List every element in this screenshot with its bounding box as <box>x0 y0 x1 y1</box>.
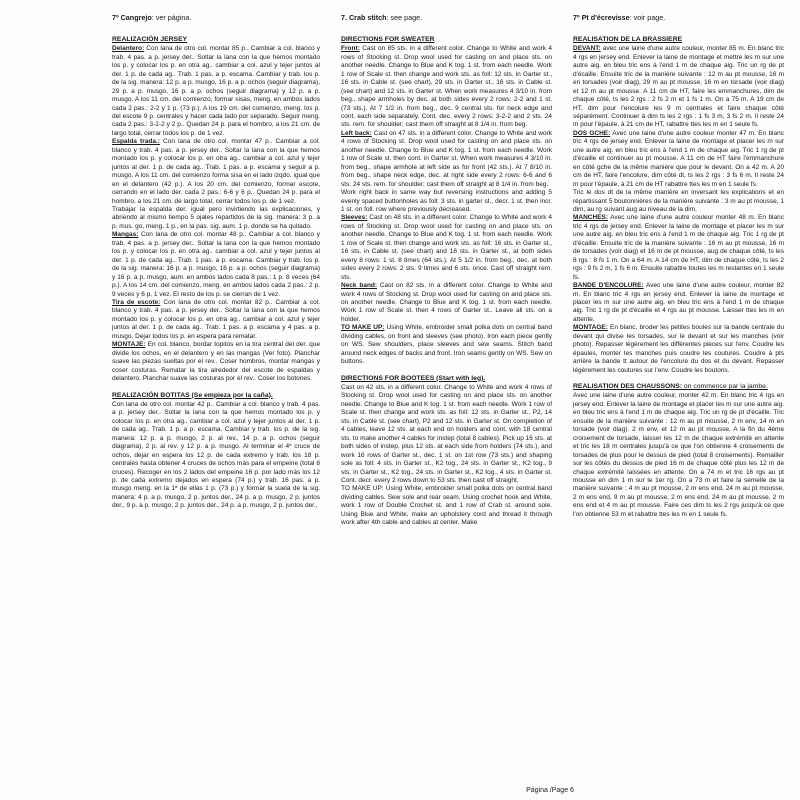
instruction-paragraph <box>341 282 552 324</box>
instruction-paragraph <box>341 214 552 282</box>
instruction-text: Avec une laine d'une autre couleur, monter 42 m. En blanc tric 4 rgs en jersey end. Enlever la laine de montage et placer les m sur une autre aig. en bleu tric ens à l'end 1 m de chaque aig. Tric un rg de pt d'écaille. Tric ensuite de la manière suivante : 12 m au pt mousse, 2 m env, 14 m en torsade (voir diag). 2 m env, et 12 m au pt mousse. A la fin du 4ème croisement de torsade, laisser les 12 m de chaque extrémité en attente et tric les 18 m centrales jusqu'à ce que l'on obtienne 4 croisements de torsades de plus pour le dessus de pied (total 8 croisements). Remailler sur les côtés du dessus de pied 16 m de chaque côté plus les 12 m de chaque extrémité laissées en attente. On a 74 m et tric 16 rgs au pt mousse en dim 1 m sur le 1er rg. On a 73 m et faire la semelle de la manière suivante : 4 m au pt mousse, 2 m ens end, 24 m au pt mousse, 2 m ens end, 9 m au pt mousse, 2 m ens end, 24 m au pt mousse, 2 m ens end et 4 m au pt mousse. Faire ces dim ts les 2 rgs jusqu'à ce que l'on obtienne 53 m et rabattre ttes les m en 1 seule fs. <box>573 392 784 518</box>
stitch-name: 7º Cangrejo <box>112 14 152 22</box>
section-title: REALISATION DES CHAUSSONS: on commence par la jambe. <box>573 383 768 391</box>
instruction-paragraph <box>112 299 320 341</box>
english-column <box>341 14 552 528</box>
instruction-text: Tric le dos dt de la même manière en inversant les explications et en répartissant 5 boutonnières de la manière suivante : 3 m au pt mousse, 1 dim, au rg suivant aug au niveau de la dim. <box>573 189 784 214</box>
instruction-text: Cast on 85 sts. in a different color. Change to White and work 4 rows of Stocking st. Drop wool used for casting on and place sts. on another needle. Change to Blue and K tog. 1 st. from each needle. Work 1 row of Scale st. then change and work sts. as foll: 12 sts. in Garter st., 16 sts. in Cable st. (see chart), 29 sts. in Garter st., 16 sts. in Cable st. (see chart) and 12 sts. in Garter st. When work measures 4 3/10 in. from beg., shape armholes by dec. at both sides every 2 rows: 2-2 and 1 st. (73 sts.). At 7 1/2 in. from beg., dec. 9 central sts. for neck edge and cont. each side separately. Cont. dec. every 2 rows: 3-2-2 and 2 sts. 24 sts. rem. for shoulder; cast them off straight at 8 1/4 in. from beg. <box>341 45 552 129</box>
stitch-name: 7. Crab stitch <box>341 14 387 22</box>
instruction-paragraph <box>112 341 320 383</box>
instruction-paragraph <box>573 130 784 189</box>
instruction-paragraph <box>112 401 320 511</box>
piece-heading: Sleeves: <box>341 214 368 222</box>
instruction-text: Work right back in same way but reversing instructions and adding 5 evenly spaced buttonholes as foll: 3 sts. in garter st., decr. 1 st. then incr. 1 st. on foll. row where previously decreased. <box>341 189 552 214</box>
stitch-reference: : see page. <box>386 14 423 22</box>
instruction-paragraph <box>341 130 552 189</box>
section-title: DIRECTIONS FOR SWEATER <box>341 36 435 43</box>
column-header <box>112 14 320 22</box>
piece-heading: BANDE D'ENCOLURE: <box>573 282 644 290</box>
section-title: REALIZACIÓN BOTITAS (Se empieza por la caña). <box>112 391 273 399</box>
spanish-column <box>112 14 320 528</box>
piece-heading: Front: <box>341 45 360 53</box>
instruction-text: Con lana de otro col. montar 42 p.. Cambiar a col. blanco y trab. 4 pas. a p. jersey der.. Soltar la lana con la que hemos montado los p. y colocar los p. en otra ag.. cambiar a col. azul y tejer juntos al der. 1 p. de cada ag.. Trab. 1 p. a p. escama. Cambiar y trab. los p. de la sig. manera: 12 p. a p. musgo, 2 p. al rev., 14 p. a p. ochos (seguir diagrama), 2 p. al rev. y 12 p. a p. musgo. Al terminar el 4º cruce de ochos, dejar en espera los 12 p. de cada extremo y trab. los 18 p. centrales hasta obtener 4 cruces de ochos más para el empeine (total 8 cruces). Recoger en los 2 lados del empeine 16 p. por lado más los 12 p. de cada extremo dejados en espera (74 p.) y trab. 16 pas. a p. musgo meng. en la 1ª de ellas 1 p. (73 p.) y formar la suela de la sig. manera: 4 p. a p. musgo, 2 p. juntos der., 24 p. a p. musgo, 2 p. juntos der., 9 p. a p. musgo, 2 p. juntos der., 24 p. a p. musgo, 2 p. juntos der., <box>112 400 320 510</box>
instruction-paragraph <box>341 384 552 485</box>
section-title: DIRECTIONS FOR BOOTEES (Start with leg). <box>341 374 486 382</box>
instruction-paragraph <box>341 324 552 366</box>
instruction-paragraph <box>112 45 320 138</box>
piece-heading: Neck band: <box>341 282 378 290</box>
section-gap <box>573 375 784 383</box>
instruction-paragraph <box>573 282 784 324</box>
piece-heading: Espalda trada.: <box>112 138 160 146</box>
instruction-text: Con lana de otro col. montar 82 p.. Cambiar a col. blanco y trab. 4 pas. a p. jersey der.. Soltar la lana con la que hemos montado los p. y colocar los p. en otra ag.. cambiar a col. azul y tejer juntos al der. 1 p. de cada ag.. Trab. 1 pas. a p. escama y 4 pas. a p. musgo. Dejar todos los p. en espera para rematar. <box>112 299 320 340</box>
instruction-text: Using White, embroider small polka dots on central band dividing cables, on front and sleeves (see photo). Iron each piece gently on WS. Sew shoulders, place sleeves and sew seams. Stitch band around neck edges of backs and front. Iron seams gently on WS. Sew on buttons. <box>341 324 552 366</box>
piece-heading: MONTAGE: <box>573 324 608 332</box>
stitch-name: 7º Pt d'écrevisse <box>573 14 630 22</box>
instruction-text: Cast on 42 sts. in a different color. Change to White and work 4 rows of Stocking st. Drop wool used for casting on and place sts. on another needle. Change to Blue and K tog. 1 st. from each needle. Work 1 row of Scale st. then change and work sts. as foll: 12 sts. in Garter st., P2, 14 sts. in Cable st. (see chart), P2 and 12 sts. in Garter st. On completion of 4 cables, leave 12 sts. at each end on holders and cont. with 18 central sts. to make another 4 cables for instep (total 8 cables). Pick up 16 sts. at both sides of instep, plus 12 sts. at each side from holders (74 sts.), and work 16 rows of Garter st., dec. 1 st. on 1st row (73 sts.) and shaping sole as foll: 4 sts. in Garter st., K2 tog., 24 sts. in Garter st., K2 tog., 9 sts. in Garter st., K2 tog., 24 sts. in Garter st., K2 tog., 4 sts. in Garter st. Cont. decr. every 2 rows down to 53 sts. then cast off straight. <box>341 384 552 485</box>
section-title: REALISATION DE LA BRASSIERE <box>573 36 683 43</box>
instruction-text: Avec une laine d'une autre couleur monter 47 m. En blanc tric 4 rgs de jersey end. Enlever la laine de montage et placer les m sur une autre aig. en bleu tric ens à l'end 1 m de chaque aig. Tric 1 rg de pt d'écaille et continuer au pt mousse. A 11 cm de HT faire l'emmanchure en côté gche de la même manière que pour le devant. On a 42 m. A 20 cm de HT, faire l'encolure, dim côté dt, ts les 2 rgs : 3 fs 6 m. Il reste 24 m pour l'épaule, à 21 cm de HT rabattre ttes les m en 1 seule fs. <box>573 129 784 188</box>
section-gap <box>341 367 552 375</box>
instruction-text: Con lana de otro col. montar 47 p.. Cambiar a col. blanco y trab. 4 pas. a p. jersey der.. Soltar la lana con la que hemos montado los p. y colocar los p. en otra ag.. cambiar a col. azul y tejer juntos al der. 1 p. de cada ag.. Trab. 1 pas. a p. escama y seguir a p. musgo. A los 11 cm. del comienzo forma sisa en el lado izqdo. igual que en el delantero (42 p.). A los 20 cm. del comienzo, formar escote, cerrando en el lado der. cada 2 pas.: 6-6 y 6 p.. Quedan 24 p. para el hombro, a los 21 cm. de largo total, cerrar todos los p. de 1 vez. <box>112 138 320 205</box>
french-column <box>573 14 784 528</box>
instruction-text: Con lana de otro col. montar 85 p.. Cambiar a col. blanco y trab. 4 pas. a p. jersey der.. Soltar la lana con la que hemos montado los p. y colocar los p. en otra ag.. cambiar a col. azul y tejer juntos al der. 1 p. de cada ag.. Trab. 1 pas. a p. escama. Cambiar y trab. los p. de la sig. manera: 12 p. a p. musgo, 16 p. a p. ochos (seguir diagrama), 29 p. a p. musgo, 16 p. a p. ochos (seguir diagrama) y 12 p. a p. musgo. A los 11 cm. del comienzo, formar sisas, meng. en ambos lados cada 2 pas.: 2-2 y 1 p. (73 p.). A los 19 cm. del comienzo, meng. los p. del escote 9 p. centrales y hacer cada lado por separado. Seguir meng. cada 2 pas.: 3-2-2 y 2 p.. Quedan 24 p. para el hombro, a los 21 cm. de largo total, cerrar todos los p. de 1 vez. <box>112 45 320 137</box>
piece-heading: Delantero: <box>112 45 145 53</box>
page-footer: Página /Page 6 <box>526 787 574 794</box>
stitch-reference: : voir page. <box>629 14 666 22</box>
section-title: REALIZACIÓN JERSEY <box>112 36 188 43</box>
piece-heading: MANCHES: <box>573 214 609 222</box>
instruction-text: En blanc, broder les petites boules sur la bande centrale du devant qui divise les torsades, sur le devant et sur les manches (voir photo). Repasser légèrement les différentes pièces sur l'env. Coudre les épaules, monter les manches puis coudre les coutures. Coudre à pts arrière la bande tt autour de l'encolure du dos et du devant. Repasser légèrement les coutures sur l'env. Coudre les boutons. <box>573 324 784 374</box>
instruction-paragraph <box>112 138 320 206</box>
instruction-text: Cast on 47 sts. in a different color. Change to White and work 4 rows of Stocking st. Drop wool used for casting on and place sts. on another needle. Change to Blue and K tog. 1 st. from each needle. Work 1 row of Scale st. then cont. in Garter st. When work measures 4 3/10 in. from beg., shape armhole at left side as for front (42 sts.). At 7 8/10 in. from beg., shape neck edge, dec. at right side every 2 rows: 6-6 and 6 sts. 24 sts. rem. for shoulder; cast them off straight at 8 1/4 in. from beg. <box>341 129 552 188</box>
piece-heading: Left back: <box>341 129 372 137</box>
instruction-paragraph <box>573 324 784 375</box>
piece-heading: Tira de escote: <box>112 299 161 306</box>
column-header <box>341 14 552 22</box>
instruction-paragraph <box>341 45 552 130</box>
column-header <box>573 14 784 22</box>
section-gap <box>112 384 320 392</box>
instruction-text: TO MAKE UP: Using White, embroider small polka dots on central band dividing cables. Sew sole and rear seam. Using crochet hook and White, work 1 row of Double Crochet st. and 1 row of Crab st. around sole. Using Blue and White, make an upholstery cord and thread it through work after 4th cable and cables at center. Make <box>341 485 552 527</box>
language-columns <box>112 14 782 528</box>
instruction-text: Cast on 48 sts. in a different color. Change to White and work 4 rows of Stocking st. Drop wool used for casting on and place sts. on another needle. Change to Blue and K tog. 1 st. from each needle. Work 1 row of Scale st. then change and work sts. as foll: 16 sts. in Garter st., 16 sts. in Cable st. (see chart) and 16 sts. in Garter st., at both sides every 8 rows: 1 st. 8 times (64 sts.). At 5 1/2 in. from beg., dec. at both sides every 2 rows: 2 sts. 9 times and 6 sts. once. Cast off straight rem. sts. <box>341 214 552 281</box>
instruction-paragraph <box>573 392 784 519</box>
instruction-paragraph <box>573 189 784 214</box>
instruction-text: Trabajar la espalda der. igual pero invirtiendo las explicaciones, y abriendo al mismo tiempo 5 ojales repartidos de la sig. manera: 3 p. a p. mus. go, meng. 1 p., en la pas. sig. aum. 1 p. donde se ha quitado. <box>112 206 320 230</box>
instruction-text: Avec une laine d'une autre couleur monter 48 m. En blanc tric 4 rgs de jersey end. Enlever la laine de montage et placer les m sur une autre aig. en bleu tric ens à l'end 1 m de chaque aig. Tric 1 rg de pt d'écaille. Ensuite tric de la manière suivante : 16 m au pt mousse, 16 m de torsades (voir diag) et 16 m de pt mousse, aug de chaque côté, ts les 8 rgs : 8 fs 1 m. On a 64 m. A 14 cm de HT, dim de chaque côté, ts les 2 rgs : 9 fs 2 m, 1 fs 6 m. Ensuite rabattre toutes les m restantes en 1 seule fs. <box>573 214 784 281</box>
piece-heading: Mangas: <box>112 231 139 239</box>
instruction-text: En col. blanco, bordar topitos en la tira central del der. que divide los ochos, en el delantero y en las mangas (Ver foto). Planchar suave las piezas sueltas por el rev.. Coser hombros, montar mangas y coser costuras. Rematar la tira alrededor del escote de espaldas y delantero. Planchar suave las costuras por el rev.. Coser los botones. <box>112 341 320 383</box>
stitch-reference: : ver página. <box>151 14 192 22</box>
instruction-text: Avec une laine d'une autre couleur, monter 82 m. En blanc tric 4 rgs en jersey end. Enlever la laine de montage et placer les m sur une autre aig. en bleu tric ens à l'end 1 m de chaque aig. Tric 1 rg de pt d'écaille et 4 rgs au pt mousse. Laisser ttes les m en attente. <box>573 282 784 323</box>
piece-heading: MONTAJE: <box>112 341 146 349</box>
instruction-paragraph <box>112 206 320 231</box>
instruction-text: Cast on 82 sts. in a different color. Change to White and work 4 rows of Stocking st. Drop wool used for casting on and place sts. on another needle. Change to Blue and K tog. 1 st. from each needle. Work 1 row of Scale st. then 4 rows of Garter st.. Leave all sts. on a holder. <box>341 282 552 323</box>
piece-heading: DEVANT: <box>573 45 601 53</box>
instruction-paragraph <box>573 214 784 282</box>
instruction-paragraph <box>573 45 784 130</box>
instruction-text: Con lana de otro col. montar 48 p.. Cambiar a col. blanco y trab. 4 pas. a p. jersey der.. Soltar la lana con la que hemos montado los p. y colocar los p. en otra ag.. cambiar a col. azul y tejer juntos al der. 1 p. de cada ag.. Trab. 1 pas. a p. escama. Cambiar y trab. los p. de la sig. manera: 16 p. a p. musgo, 16 p. a p. ochos (seguir diagrama) y 16 p. a p. musgo, aum. en ambos lados cada 8 pas.: 1 p. 8 veces (64 p.). A los 14 cm. del comienzo, meng. en ambos lados cada 2 pas.: 2 p. 9 veces y 6 p. 1 vez. El resto de los p. se cierran de 1 vez. <box>112 231 320 298</box>
piece-heading: TO MAKE UP: <box>341 324 385 332</box>
instruction-paragraph <box>112 231 320 299</box>
piece-heading: DOS GCHE: <box>573 129 611 137</box>
instruction-text: avec une laine d'une autre couleur, monter 85 m. En blanc tric 4 rgs en jersey end. Enlever la laine de montage et mettre les m sur une autre aig. en bleu tric ens à l'end 1 m de chaque aig. Tric un rg de pt d'écaille. Ensuite tric de la manière suivante : 12 m au pt mousse, 16 m en torsades (voir diag), 29 m au pt mousse, 16 m en torsade (voir diag) et 12 m au pt mousse. A 11 cm de HT, faire les emmanchures, dim de chaque côté, ts les 2 rgs : 2 fs 2 m et 1 fs 1 m. On a 75 m. A 19 cm de HT, dim pour l'encolure les 9 m centrales et faire chaque côté séparément. Continuer à dim ts les 2 rgs : 1 fs 3 m, 3 fs 2 m. Il reste 24 m pour l'épaule, à 21 cm de HT, rabattre ttes les m en 1 seule fs. <box>573 45 784 129</box>
instruction-paragraph <box>341 485 552 527</box>
instruction-paragraph <box>341 189 552 214</box>
